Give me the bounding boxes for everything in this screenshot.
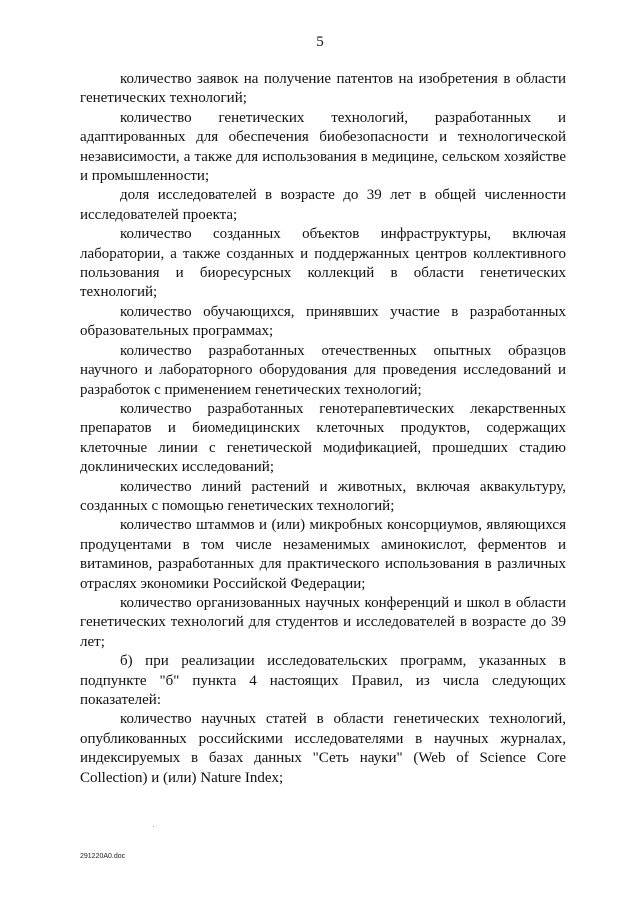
- paragraph-genetic-technologies: количество генетических технологий, разработанных и адаптированных для обеспечения биобезопасности и технологической независимости, а также для использования в медицине, сельском хозяйстве и промышленности;: [80, 109, 566, 185]
- paragraph-equipment-prototypes: количество разработанных отечественных опытных образцов научного и лабораторного оборудования для проведения исследований и разработок с применением генетических технологий;: [80, 342, 566, 398]
- paragraph-young-researchers-share: доля исследователей в возрасте до 39 лет в общей численности исследователей проекта;: [80, 187, 566, 223]
- scan-speck: [153, 826, 154, 827]
- paragraph-microbial-strains: количество штаммов и (или) микробных консорциумов, являющихся продуцентами в том числе незаменимых аминокислот, ферментов и витаминов, разработанных для практического использования в различных отраслях экономики Российской Федерации;: [80, 517, 566, 592]
- paragraph-patent-applications: количество заявок на получение патентов на изобретения в области генетических технологий;: [80, 71, 566, 107]
- document-body: [80, 70, 566, 788]
- paragraph-conferences-schools: количество организованных научных конференций и школ в области генетических технологий для студентов и исследователей в возрасте до 39 лет;: [80, 594, 566, 650]
- paragraph-students-count: количество обучающихся, принявших участие в разработанных образовательных программах;: [80, 303, 566, 340]
- paragraph-research-programs: б) при реализации исследовательских программ, указанных в подпункте "б" пункта 4 настоящих Правил, из числа следующих показателей:: [80, 653, 566, 708]
- page-number: 5: [316, 34, 324, 50]
- paragraph-infrastructure-objects: количество созданных объектов инфраструктуры, включая лаборатории, а также созданных и поддержанных центров коллективного пользования и биоресурсных коллекций в области генетических технологий;: [80, 226, 566, 301]
- paragraph-gene-therapy-drugs: количество разработанных генотерапевтических лекарственных препаратов и биомедицинских клеточных продуктов, содержащих клеточные линии с генетической модификацией, прошедших стадию доклинических исследований;: [80, 400, 566, 476]
- footer-document-code: 291220A0.doc: [80, 853, 126, 860]
- paragraph-scientific-articles: количество научных статей в области генетических технологий, опубликованных российскими исследователями в научных журналах, индексируемых в базах данных "Сеть науки" (Web of Science Core Collection) и (или) Nature Index;: [80, 711, 566, 786]
- paragraph-plant-animal-lines: количество линий растений и животных, включая аквакультуру, созданных с помощью генетических технологий;: [80, 478, 566, 514]
